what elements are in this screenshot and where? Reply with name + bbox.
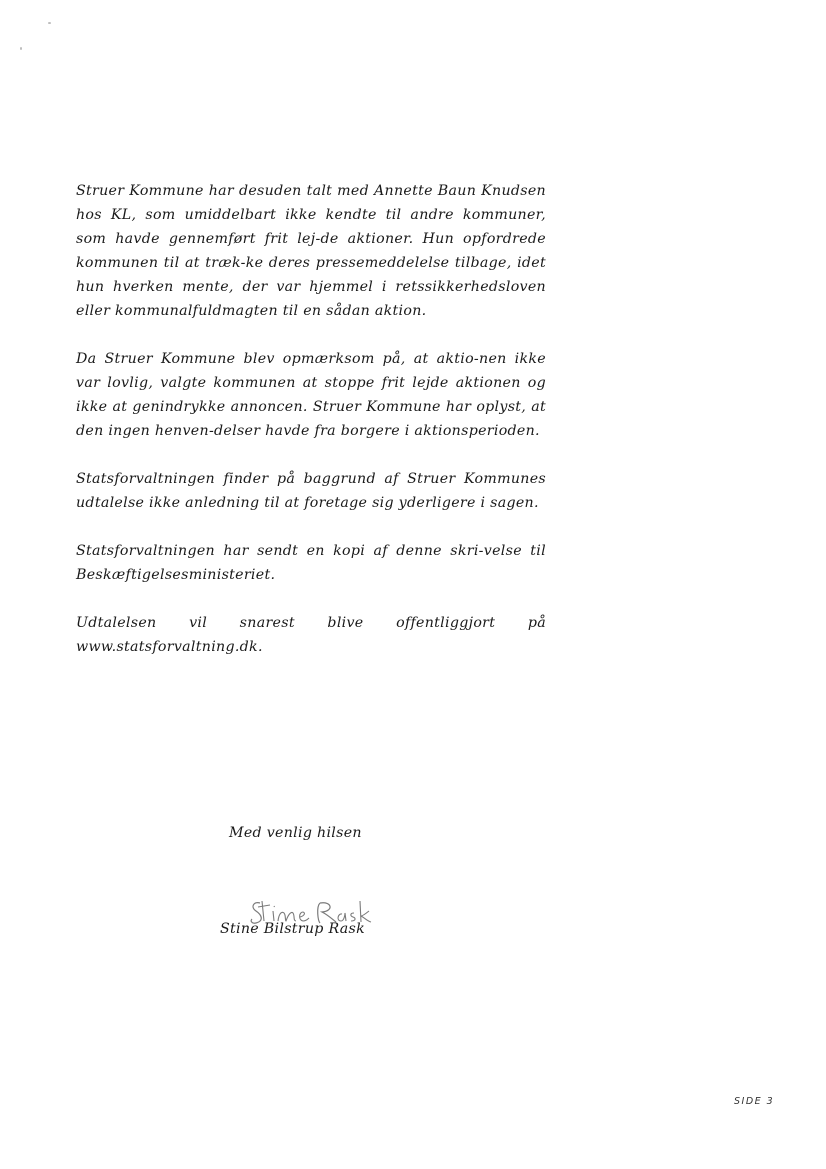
scan-speck xyxy=(20,47,22,50)
paragraph: Da Struer Kommune blev opmærksom på, at aktio-nen ikke var lovlig, valgte kommunen at stoppe frit lejde aktionen og ikke at genindrykke annoncen. Struer Kommune har oplyst, at den ingen henven-delser havde fra borgere i aktionsperioden. xyxy=(76,351,546,439)
page-number: SIDE 3 xyxy=(734,1096,775,1107)
paragraph: Struer Kommune har desuden talt med Annette Baun Knudsen hos KL, som umiddelbart ikke kendte til andre kommuner, som havde gennemført frit lej-de aktioner. Hun opfordrede kommunen til at træk-ke deres pressemeddelelse tilbage, idet hun hverken mente, der var hjemmel i retssikkerhedsloven eller kommunalfuldmagten til en sådan aktion. xyxy=(76,183,546,319)
paragraph: Statsforvaltningen finder på baggrund af Struer Kommunes udtalelse ikke anledning til at foretage sig yderligere i sagen. xyxy=(76,471,546,511)
scan-speck xyxy=(48,22,51,24)
closing-greeting: Med venlig hilsen xyxy=(229,825,362,841)
paragraph: Statsforvaltningen har sendt en kopi af denne skri-velse til Beskæftigelsesministeriet. xyxy=(76,543,546,583)
letter-body xyxy=(76,179,546,659)
signer-name: Stine Bilstrup Rask xyxy=(220,921,366,937)
paragraph: Udtalelsen vil snarest blive offentliggjort på www.statsforvaltning.dk. xyxy=(76,615,546,655)
